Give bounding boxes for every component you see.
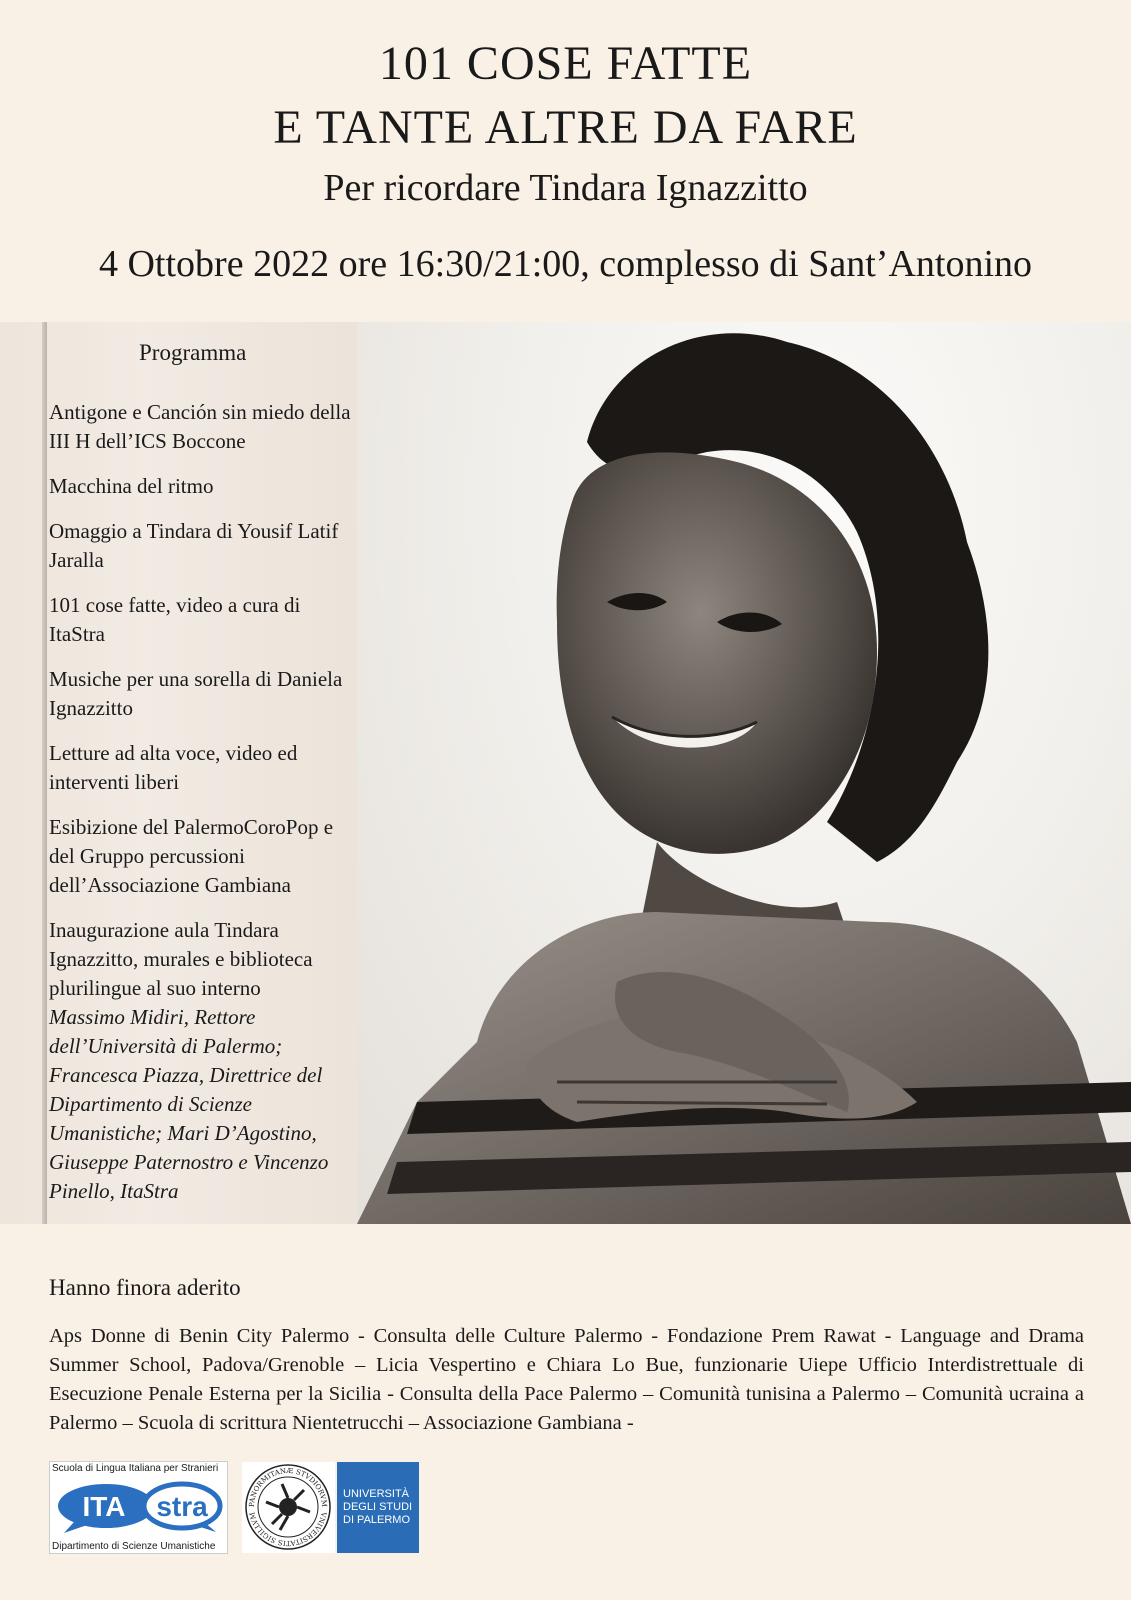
program-panel	[0, 322, 357, 1224]
program-list	[49, 398, 359, 1222]
seal-legend-bottom: VNIVERSITATIS SIGILLVM	[248, 1511, 328, 1548]
event-date-location: 4 Ottobre 2022 ore 16:30/21:00, complesso di Sant’Antonino	[98, 243, 1033, 285]
unipa-line-3: DI PALERMO	[343, 1514, 411, 1526]
unipa-line-2: DEGLI STUDI	[343, 1501, 413, 1513]
adherents-title: Hanno finora aderito	[49, 1275, 241, 1300]
program-band	[0, 322, 1131, 1224]
itastra-speech-bubble-icon	[54, 1478, 224, 1534]
program-item: Esibizione del PalermoCoroPop e del Gruppo percussioni dell’Associazione Gambiana	[49, 815, 334, 897]
program-item: Musiche per una sorella di Daniela Ignazzitto	[49, 667, 343, 720]
unipa-logo	[337, 1462, 419, 1553]
program-item: Letture ad alta voce, video ed interventi liberi	[49, 741, 298, 794]
program-item: Antigone e Canción sin miedo della III H dell’ICS Boccone	[49, 400, 351, 453]
program-item: Omaggio a Tindara di Yousif Latif Jaralla	[49, 519, 339, 572]
adherents-list: Aps Donne di Benin City Palermo - Consulta delle Culture Palermo - Fondazione Prem Rawat - Language and Drama Summer School, Padova/Grenoble – Licia Vespertino e Chiara Lo Bue, funzionarie Uiepe Ufficio Interdistrettuale di Esecuzione Penale Esterna per la Sicilia - Consulta della Pace Palermo – Comunità tunisina a Palermo – Comunità ucraina a Palermo – Scuola di scrittura Nientetrucchi – Associazione Gambiana -	[49, 1325, 1084, 1434]
seal-legend-top: PANORMITANÆ STVDIORVM	[247, 1466, 329, 1508]
portrait-photo	[357, 322, 1131, 1224]
portrait-illustration	[357, 322, 1131, 1224]
subtitle: Per ricordare Tindara Ignazzitto	[323, 167, 808, 209]
unipa-line-1: UNIVERSITÀ	[343, 1488, 410, 1500]
program-title: Programma	[139, 340, 247, 365]
title-line-2: E TANTE ALTRE DA FARE	[273, 101, 858, 154]
program-item: Macchina del ritmo	[49, 474, 214, 498]
university-seal-icon	[242, 1462, 335, 1553]
itastra-ita-text: ITA	[82, 1491, 126, 1522]
itastra-stra-text: stra	[156, 1491, 208, 1522]
title-line-1: 101 COSE FATTE	[378, 37, 753, 90]
itastra-bottom-text: Dipartimento di Scienze Umanistiche	[52, 1541, 216, 1552]
seal-graphic	[242, 1462, 335, 1553]
program-item: Inaugurazione aula Tindara Ignazzitto, murales e biblioteca plurilingue al suo interno	[49, 918, 313, 1000]
program-item: 101 cose fatte, video a cura di ItaStra	[49, 593, 301, 646]
program-speakers: Massimo Midiri, Rettore dell’Università di Palermo; Francesca Piazza, Direttrice del Dipartimento di Scienze Umanistiche; Mari D’Agostino, Giuseppe Paternostro e Vincenzo Pinello, ItaStra	[49, 1005, 329, 1203]
itastra-logo	[49, 1461, 228, 1554]
divider	[42, 322, 47, 1224]
itastra-top-text: Scuola di Lingua Italiana per Stranieri	[52, 1463, 219, 1474]
